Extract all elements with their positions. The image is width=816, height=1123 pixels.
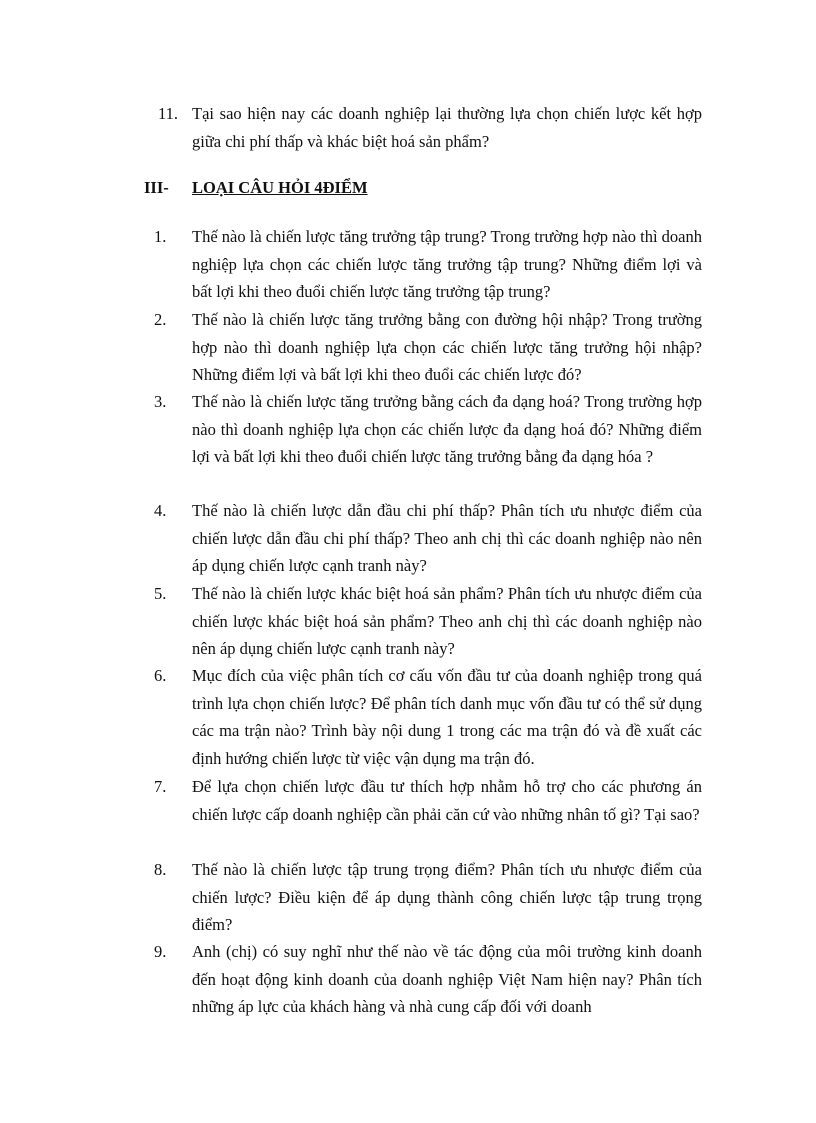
question-text: Thế nào là chiến lược dẫn đầu chi phí thấp? Phân tích ưu nhược điểm của chiến lược dẫn đầu chi phí thấp? Theo anh chị thì các doanh nghiệp nào nên áp dụng chiến lược cạnh tranh này? (192, 501, 702, 575)
question-text: Thế nào là chiến lược khác biệt hoá sản phẩm? Phân tích ưu nhược điểm của chiến lược khác biệt hoá sản phẩm? Theo anh chị thì các doanh nghiệp nào nên áp dụng chiến lược cạnh tranh này? (192, 584, 702, 658)
question-text: Thế nào là chiến lược tăng trưởng tập trung? Trong trường hợp nào thì doanh nghiệp lựa chọn các chiến lược tăng trưởng tập trung? Những điểm lợi và bất lợi khi theo đuổi chiến lược tăng trưởng tập trung? (192, 227, 702, 301)
question-number: 5. (154, 584, 167, 603)
question-number: 6. (154, 666, 167, 685)
question-5 (150, 580, 710, 663)
question-1 (150, 223, 710, 306)
question-9 (150, 938, 710, 1021)
question-number: 11. (158, 104, 179, 123)
question-text: Mục đích của việc phân tích cơ cấu vốn đầu tư của doanh nghiệp trong quá trình lựa chọn chiến lược? Để phân tích danh mục vốn đầu tư có thể sử dụng các ma trận nào? Trình bày nội dung 1 trong các ma trận đó và đề xuất các định hướng chiến lược từ việc vận dụng ma trận đó. (192, 666, 702, 768)
question-6 (150, 662, 710, 772)
question-text: Anh (chị) có suy nghĩ như thế nào về tác động của môi trường kinh doanh đến hoạt động kinh doanh của doanh nghiệp Việt Nam hiện nay? Phân tích những áp lực của khách hàng và nhà cung cấp đối với doanh (192, 942, 702, 1016)
question-text: Tại sao hiện nay các doanh nghiệp lại thường lựa chọn chiến lược kết hợp giữa chi phí thấp và khác biệt hoá sản phẩm? (192, 104, 702, 151)
question-4 (150, 497, 710, 580)
question-2 (150, 306, 710, 389)
question-number: 8. (154, 860, 167, 879)
question-number: 3. (154, 392, 167, 411)
question-3 (150, 388, 710, 471)
question-number: 2. (154, 310, 167, 329)
question-text: Thế nào là chiến lược tập trung trọng điểm? Phân tích ưu nhược điểm của chiến lược? Điều kiện để áp dụng thành công chiến lược tập trung trọng điểm? (192, 860, 702, 934)
question-text: Thế nào là chiến lược tăng trưởng bằng con đường hội nhập? Trong trường hợp nào thì doanh nghiệp lựa chọn các chiến lược tăng trưởng hội nhập? Những điểm lợi và bất lợi khi theo đuổi các chiến lược đó? (192, 310, 702, 384)
section-roman-numeral: III- (144, 178, 169, 197)
question-text: Để lựa chọn chiến lược đầu tư thích hợp nhằm hỗ trợ cho các phương án chiến lược cấp doanh nghiệp cần phải căn cứ vào những nhân tố gì? Tại sao? (192, 777, 702, 824)
question-11 (150, 100, 710, 155)
question-number: 9. (154, 942, 167, 961)
question-number: 4. (154, 501, 167, 520)
question-text: Thế nào là chiến lược tăng trưởng bằng cách đa dạng hoá? Trong trường hợp nào thì doanh nghiệp lựa chọn các chiến lược đa dạng hoá đó? Những điểm lợi và bất lợi khi theo đuổi chiến lược tăng trưởng bằng đa dạng hóa ? (192, 392, 702, 466)
section-title: LOẠI CÂU HỎI 4ĐIỂM (192, 178, 368, 197)
question-number: 7. (154, 777, 167, 796)
question-7 (150, 773, 710, 828)
question-number: 1. (154, 227, 167, 246)
question-8 (150, 856, 710, 939)
